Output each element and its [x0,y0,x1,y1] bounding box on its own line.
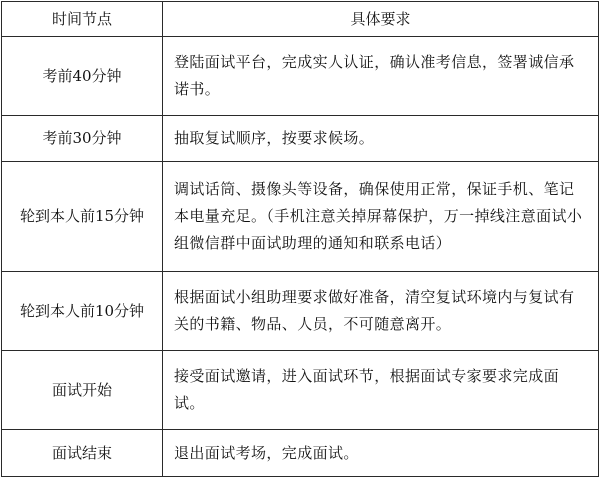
header-requirement: 具体要求 [163,2,599,37]
table-header-row [2,2,599,37]
table-row [2,162,599,272]
table-row [2,351,599,430]
time-node-cell: 面试结束 [2,430,163,477]
requirement-cell: 退出面试考场，完成面试。 [163,430,599,477]
table-row [2,37,599,116]
time-node-cell: 考前30分钟 [2,116,163,162]
time-node-cell: 面试开始 [2,351,163,430]
table-row [2,430,599,477]
table-row [2,272,599,351]
requirement-cell: 登陆面试平台，完成实人认证，确认准考信息，签署诚信承诺书。 [163,37,599,116]
table-row [2,116,599,162]
requirement-cell: 抽取复试顺序，按要求候场。 [163,116,599,162]
time-node-cell: 轮到本人前10分钟 [2,272,163,351]
header-time-node: 时间节点 [2,2,163,37]
requirement-cell: 根据面试小组助理要求做好准备，清空复试环境内与复试有关的书籍、物品、人员，不可随意离开。 [163,272,599,351]
requirement-cell: 接受面试邀请，进入面试环节，根据面试专家要求完成面试。 [163,351,599,430]
interview-schedule-table [1,1,599,477]
time-node-cell: 轮到本人前15分钟 [2,162,163,272]
requirement-cell: 调试话筒、摄像头等设备，确保使用正常，保证手机、笔记本电量充足。（手机注意关掉屏幕保护，万一掉线注意面试小组微信群中面试助理的通知和联系电话） [163,162,599,272]
time-node-cell: 考前40分钟 [2,37,163,116]
